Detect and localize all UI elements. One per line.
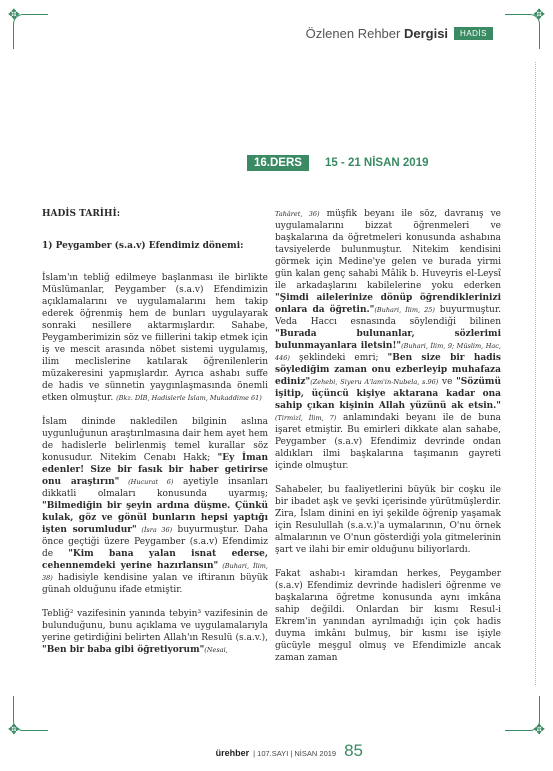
footer-brand: ürehber: [215, 748, 250, 758]
paragraph: İslam'ın tebliğ edilmeye başlanması ile birlikte Müslümanlar, Peygamber (s.a.v) Efendimizin açıklamalarını ve uygulamalarını hem takip ederek öğrenmiş hem de bunları uygulayarak sonraki nesillere aktarmışlardır. Sahabe, Peygamberimizin söz ve fiillerini takip etmek için iş ve mescit arasında nöbet sistemi uygulamış, ilim meclislerine katılarak öğrenilenlerin müzakeresini yapmışlardır. Ayrıca ashabı suffe de hadis ve sünnetin yaygınlaşmasında önemli etken olmuştur. (Bkz. DİB, Hadislerle İslam, Mukaddime 61): [42, 273, 268, 403]
page-footer: [216, 741, 363, 761]
lesson-banner: [247, 155, 429, 171]
side-ornament-band: [535, 62, 536, 685]
right-column: [275, 208, 501, 676]
ornament-icon: ✥: [8, 7, 20, 23]
page-header: [306, 26, 493, 41]
paragraph: İslam dininde nakledilen bilginin aslına uygunluğunun araştırılmasına dair hem ayet hem de hadislerle belirlenmiş temel kurallar söz konusudur. Nitekim Cenabı Hakk; "Ey İman edenler! Size bir fasık bir haber getirirse onu araştırın" (Hucurat 6) ayetiyle insanları dikkatli olmaları konusunda uyarmış; "Bilmediğin bir şeyin ardına düşme. Çünkü kulak, göz ve gönül bunların hepsi yaptığı işten sorumludur" (İsra 36) buyurmuştur. Daha önce geçtiği üzere Peygamber (s.a.v) Efendimiz de "Kim bana yalan isnat ederse, cehennemdeki yerine hazırlansın" (Buhari, İlim, 38) hadisiyle kendisine yalan ve iftiranın büyük günah olduğunu ifade etmiştir.: [42, 417, 269, 595]
ornament-icon: ✥: [8, 722, 20, 738]
footer-issue: | 107.SAYI | NİSAN 2019: [253, 749, 337, 758]
paragraph: Tebliğ² vazifesinin yanında tebyin³ vazifesinin de bulunduğunu, bunu açıklama ve uygulamalarıyla yerine getirdiğini belirten Allah'ın Resulü (s.a.v.), "Ben bir baba gibi öğretiyorum"(Nesai,: [42, 609, 268, 655]
lesson-date: 15 - 21 NİSAN 2019: [324, 157, 429, 169]
ornament-icon: ✥: [533, 722, 545, 738]
paragraph: Sahabeler, bu faaliyetlerini büyük bir coşku ile bir ibadet aşk ve şevki içerisinde yürütmüşlerdir. Zira, İslam dinini en iyi şekilde öğrenip yaşamak için Resulullah (s.a.v.)'a uymalarının, O'nu örnek almalarının ve O'nun gösterdiği yola gitmelerinin şart ve ilahi bir emir olduğunu biliyorlardı.: [275, 485, 501, 555]
paragraph: Fakat ashabı-ı kiramdan herkes, Peygamber (s.a.v) Efendimiz devrinde hadisleri öğrenme ve başkalarına öğretme konusunda aynı imkâna sahip değildi. Onlardan bir kısmı Resul-i Ekrem'in yanından ayrılmadığı için çok hadis duyma imkânı bulmuş, bir kısmı ise işiyle gücüyle meşgul olmuş ve Efendimizle ancak zaman zaman: [275, 569, 501, 663]
article-heading: HADİS TARİHİ:: [42, 209, 121, 219]
paragraph: Tahâret, 36) müşfik beyanı ile söz, davranış ve uygulamalarını bizzat öğrenmeleri ve başkalarına da öğretmeleri konusunda ashabına tavsiyelerde bulunmuştur. Nitekim kendisini görmek için Medine'ye gelen ve burada yirmi gün kalan genç sahabi Mâlik b. Huveyris el-Leysî ile arkadaşlarını kabilelerine yoku ederken "Şimdi ailelerinize dönüp öğrendiklerinizi onlara da öğretin."(Buhari, İlim, 25) buyurmuştur. Veda Haccı esnasında söylendiği bilinen "Burada bulunanlar, sözlerimi bulunmayanlara iletsin!"(Buhari, İlim, 9; Müslim, Hac, 446) şeklindeki emri; "Ben size bir hadis söylediğim zaman onu ezberleyip muhafaza ediniz"(Zehebi, Siyeru A'lam'in-Nubela, s.96) ve "Sözümü işitip, üçüncü kişiye aktarana kadar ona sahip çıkan kişinin Allah yüzünü ak etsin."(Tirmizî, İlim, 7) anlamındaki beyanı ile de buna işaret etmiştir. Bu emirleri dikkate alan sahabe, Peygamber (s.a.v) Efendimiz devrinde ondan aldıkları ilmi başkalarına taşımanın gayreti içinde olmuştur.: [275, 209, 501, 471]
magazine-title: Özlenen Rehber Dergisi: [305, 26, 449, 41]
left-column: [42, 208, 268, 668]
article-subheading: 1) Peygamber (s.a.v) Efendimiz dönemi:: [42, 241, 244, 251]
lesson-tag: 16.DERS: [247, 155, 309, 171]
section-badge: HADİS: [454, 27, 493, 40]
ornament-icon: ✥: [533, 7, 545, 23]
page-number: 85: [344, 741, 363, 760]
